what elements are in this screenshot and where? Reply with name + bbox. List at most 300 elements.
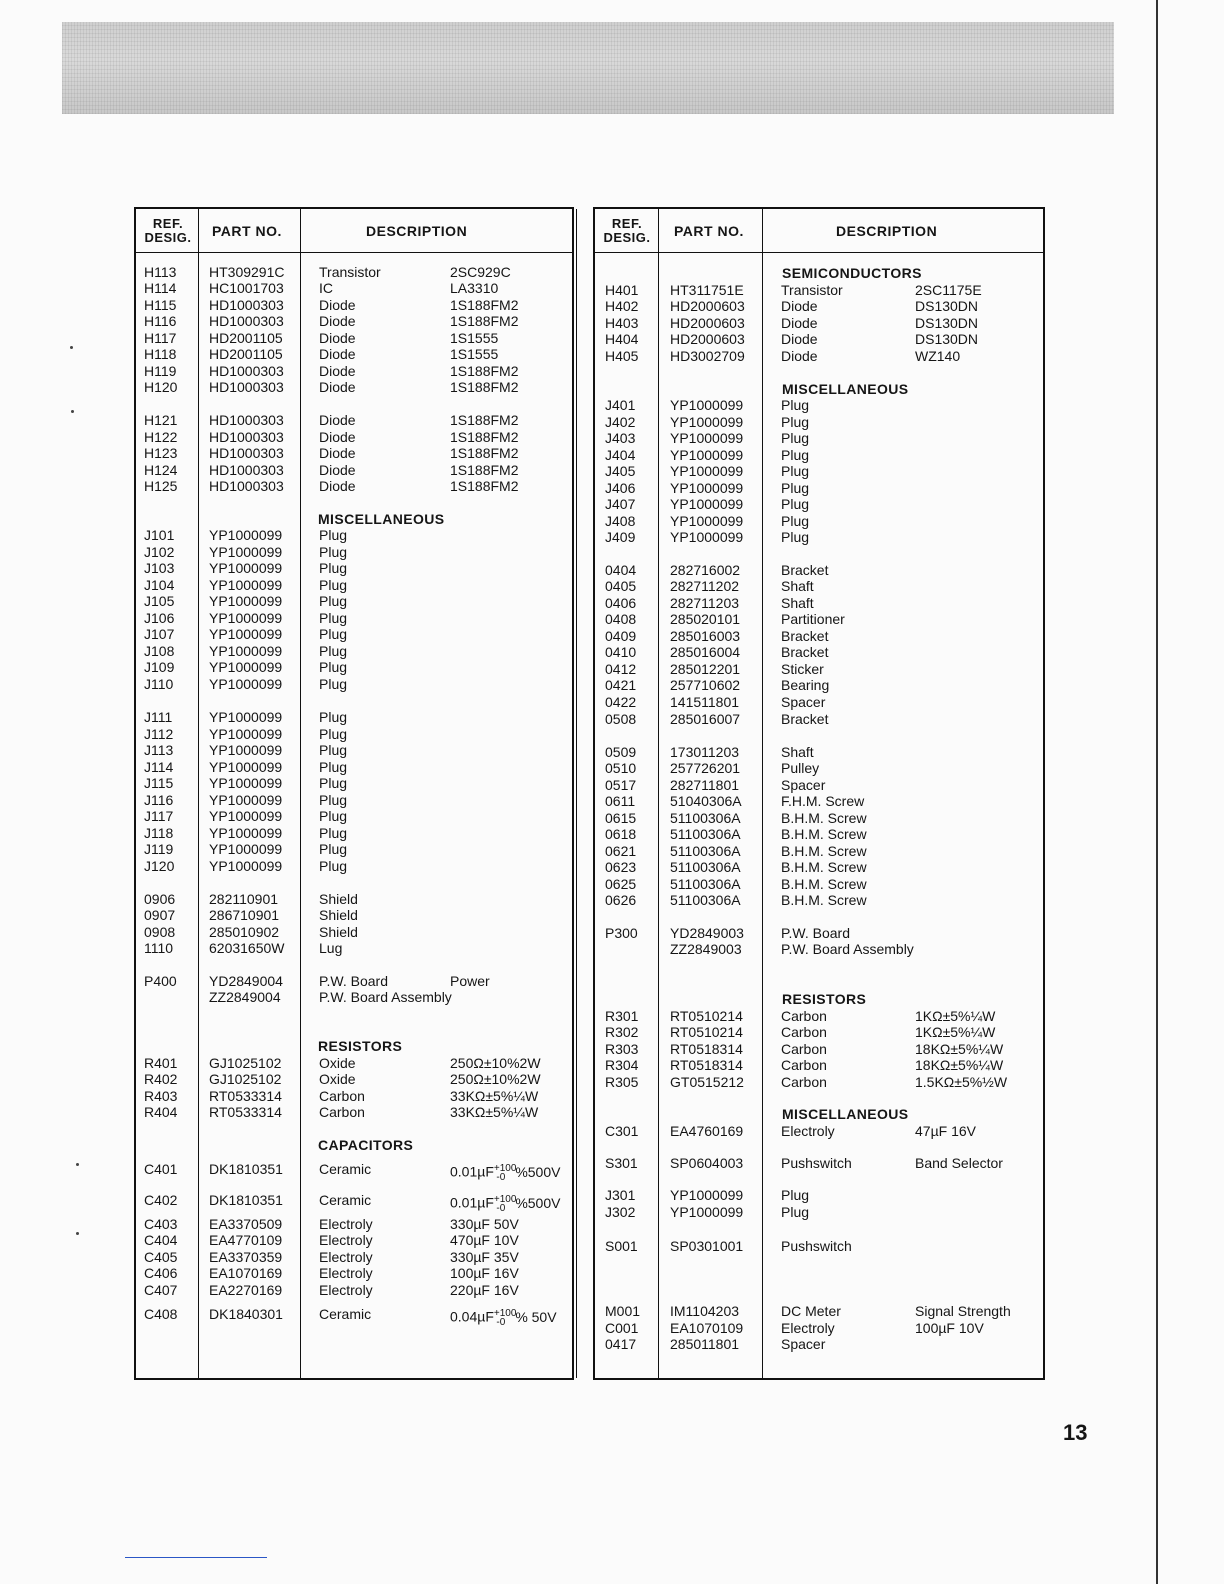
description-cell: Carbon [781,1041,827,1057]
spec-cell [450,429,518,445]
part-no-cell: 257726201 [670,760,741,776]
spec-cell [450,445,518,461]
part-no-cell: EA4770109 [209,1232,283,1248]
part-no-cell: 282711202 [670,578,740,594]
table-row [595,578,1043,594]
table-row [595,562,1043,578]
spec-cell [915,1074,1007,1090]
part-no-cell: GJ1025102 [209,1071,282,1087]
ref-desig-cell: 0626 [605,892,637,908]
spec-value: 1S188FM2 [450,445,519,461]
header-part-no: PART NO. [674,222,744,239]
margin-dot [70,346,73,349]
part-no-cell: YP1000099 [670,463,744,479]
tolerance-minus: -0 [496,1317,506,1329]
part-no-cell: 282711203 [670,595,740,611]
part-no-cell: 51040306A [670,793,742,809]
ref-desig-cell: C405 [144,1249,178,1265]
description-cell: Partitioner [781,611,845,627]
part-no-cell: RT0518314 [670,1057,743,1073]
ref-desig-cell: S301 [605,1155,638,1171]
spec-value: 330µF 50V [450,1216,519,1232]
ref-desig-cell: R401 [144,1055,178,1071]
ref-desig-cell: 0907 [144,907,176,923]
table-row [595,843,1043,859]
table-row [136,593,572,609]
ref-desig-cell: J405 [605,463,636,479]
description-cell: Shaft [781,595,814,611]
spec-cell [450,1249,519,1265]
table-row [595,694,1043,710]
ref-desig-cell: H113 [144,264,177,280]
section-heading [136,1137,572,1153]
spec-value: 0.01µF [450,1163,494,1180]
ref-desig-cell: J408 [605,513,636,529]
table-row [136,676,572,692]
tolerance-minus: -0 [496,1203,506,1215]
description-cell: Plug [781,397,810,413]
spec-cell [450,363,518,379]
spec-value: 1S188FM2 [450,462,519,478]
description-cell: Electroly [781,1123,835,1139]
spec-cell [915,1320,984,1336]
section-heading-label: RESISTORS [782,991,867,1007]
ref-desig-cell: J117 [144,808,174,824]
table-row [595,611,1043,627]
ref-desig-cell: R301 [605,1008,639,1024]
part-no-cell: 51100306A [670,892,741,908]
ref-desig-cell: 0406 [605,595,637,611]
part-no-cell: IM1104203 [670,1303,740,1319]
spec-value: 2SC1175E [915,282,982,298]
table-row [595,1024,1043,1040]
description-cell: Carbon [781,1024,827,1040]
description-cell: Plug [319,659,348,675]
description-cell: Plug [319,577,348,593]
description-cell: Carbon [319,1088,365,1104]
part-no-cell: YP1000099 [209,610,283,626]
table-row [136,759,572,775]
table-row [136,1265,572,1281]
part-no-cell: 257710602 [670,677,741,693]
table-row [136,412,572,428]
part-no-cell: HC1001703 [209,280,284,296]
spec-cell [450,1306,557,1331]
ref-desig-cell: H404 [605,331,639,347]
spec-value: 18KΩ±5%¼W [915,1041,1004,1057]
ref-desig-cell: 0615 [605,810,637,826]
part-no-cell: HD1000303 [209,429,284,445]
description-cell: Diode [319,297,356,313]
table-row [595,744,1043,760]
part-no-cell: 51100306A [670,810,741,826]
part-no-cell: 282110901 [209,891,279,907]
description-cell: Shield [319,891,358,907]
section-heading-label: MISCELLANEOUS [782,381,909,397]
ref-desig-cell: M001 [605,1303,641,1319]
header-ref-desig: REF. DESIG. [603,215,651,245]
table-row [595,529,1043,545]
ref-desig-cell: 0422 [605,694,637,710]
ref-desig-cell: H401 [605,282,639,298]
table-row [136,462,572,478]
ref-desig-cell: H115 [144,297,177,313]
ref-desig-cell: 0405 [605,578,637,594]
description-cell: Plug [781,447,810,463]
ref-desig-cell: C301 [605,1123,639,1139]
part-no-cell: HD2000603 [670,298,745,314]
table-row [595,1238,1043,1254]
section-heading [136,1038,572,1054]
part-no-cell: 141511801 [670,694,740,710]
part-no-cell: 286710901 [209,907,280,923]
table-row [136,1055,572,1071]
part-no-cell: YD2849004 [209,973,283,989]
spec-cell [450,462,518,478]
ref-desig-cell: 0508 [605,711,637,727]
part-no-cell: YP1000099 [209,775,283,791]
part-no-cell: 51100306A [670,859,741,875]
table-row [595,595,1043,611]
spec-cell [450,973,490,989]
table-row [136,1306,572,1329]
part-no-cell: YP1000099 [209,626,283,642]
ref-desig-cell: H122 [144,429,178,445]
table-row [136,742,572,758]
table-row [136,841,572,857]
part-no-cell: YP1000099 [209,841,283,857]
spec-value: 1KΩ±5%¼W [915,1008,996,1024]
table-row [595,925,1043,941]
ref-desig-cell: J120 [144,858,175,874]
description-cell: Spacer [781,777,826,793]
spec-cell [450,330,498,346]
description-cell: Pushswitch [781,1238,852,1254]
description-cell: Bracket [781,628,829,644]
parts-table-right [593,207,1045,1380]
spec-value: 0.04µF [450,1308,494,1325]
ref-desig-cell: J301 [605,1187,636,1203]
part-no-cell: YP1000099 [209,759,283,775]
ref-desig-cell: R402 [144,1071,178,1087]
ref-desig-cell: J403 [605,430,636,446]
description-cell: Transistor [319,264,381,280]
spec-value: 250Ω±10%2W [450,1071,541,1087]
spec-value: 18KΩ±5%¼W [915,1057,1004,1073]
part-no-cell: YP1000099 [670,513,744,529]
description-cell: Diode [319,313,356,329]
ref-desig-cell: 0625 [605,876,637,892]
ref-desig-cell: 0417 [605,1336,637,1352]
ref-desig-cell: J108 [144,643,175,659]
table-row [595,941,1043,957]
spec-cell [450,1192,560,1217]
ref-desig-cell: P400 [144,973,177,989]
description-cell: B.H.M. Screw [781,843,867,859]
description-cell: Plug [319,841,348,857]
table-row [595,1155,1043,1171]
header-description: DESCRIPTION [836,222,938,239]
ref-desig-cell: J401 [605,397,636,413]
section-heading [595,991,1043,1007]
spec-value: LA3310 [450,280,499,296]
description-cell: Plug [319,808,348,824]
table-row [595,496,1043,512]
ref-desig-cell: R305 [605,1074,639,1090]
table-row [136,478,572,494]
table-row [136,527,572,543]
spec-cell [450,1104,538,1120]
ref-desig-cell: J404 [605,447,636,463]
description-cell: Plug [319,775,348,791]
ref-desig-cell: P300 [605,925,638,941]
ref-desig-cell: J101 [144,527,175,543]
part-no-cell: 62031650W [209,940,285,956]
table-row [595,711,1043,727]
part-no-cell: DK1810351 [209,1161,283,1177]
part-no-cell: HD2000603 [670,331,745,347]
ref-desig-cell: J111 [144,709,173,725]
ref-desig-cell: 0623 [605,859,637,875]
table-row [136,346,572,362]
spec-value: DS130DN [915,315,979,331]
spec-value: 1.5KΩ±5%½W [915,1074,1008,1090]
table-row [136,363,572,379]
parts-table-left [134,207,574,1380]
part-no-cell: HD1000303 [209,379,284,395]
part-no-cell: SP0604003 [670,1155,744,1171]
spec-value: 1S188FM2 [450,363,519,379]
part-no-cell: 173011203 [670,744,740,760]
header-description: DESCRIPTION [366,222,468,239]
part-no-cell: EA1070169 [209,1265,283,1281]
spec-cell [450,1216,519,1232]
spec-cell [915,1155,1003,1171]
part-no-cell: YP1000099 [670,496,744,512]
description-cell: B.H.M. Screw [781,859,867,875]
spec-value: Signal Strength [915,1303,1011,1319]
spec-value: 33KΩ±5%¼W [450,1088,539,1104]
description-cell: Diode [319,445,356,461]
spec-value: DS130DN [915,331,979,347]
spec-value: 470µF 10V [450,1232,519,1248]
table-row [136,297,572,313]
spec-cell [450,379,518,395]
section-heading [136,511,572,527]
table-row [136,1216,572,1232]
table-row [136,907,572,923]
spec-cell [450,280,498,296]
description-cell: Diode [319,346,356,362]
description-cell: Carbon [781,1057,827,1073]
spec-value: 1S188FM2 [450,379,519,395]
part-no-cell: YP1000099 [209,858,283,874]
table-row [595,628,1043,644]
description-cell: Plug [781,513,810,529]
spec-cell [915,331,978,347]
table-row [595,348,1043,364]
ref-desig-cell: H121 [144,412,178,428]
ref-desig-cell: J302 [605,1204,636,1220]
table-row [595,331,1043,347]
part-no-cell: 285011801 [670,1336,740,1352]
ref-desig-cell: J409 [605,529,636,545]
description-cell: Plug [319,527,348,543]
spec-value: 47µF 16V [915,1123,976,1139]
part-no-cell: 282711801 [670,777,740,793]
description-cell: Plug [319,544,348,560]
part-no-cell: HD1000303 [209,462,284,478]
part-no-cell: 285016007 [670,711,741,727]
part-no-cell: RT0518314 [670,1041,743,1057]
ref-desig-cell: C001 [605,1320,639,1336]
table-row [595,859,1043,875]
spec-value: 1S188FM2 [450,478,519,494]
table-row [136,626,572,642]
table-row [595,414,1043,430]
spec-cell [450,1071,541,1087]
description-cell: Bearing [781,677,830,693]
ref-desig-cell: C402 [144,1192,178,1208]
spec-value: Band Selector [915,1155,1003,1171]
spec-value: 220µF 16V [450,1282,519,1298]
table-row [136,1249,572,1265]
table-row [136,544,572,560]
bottom-link-underline [125,1557,267,1558]
part-no-cell: YP1000099 [209,742,283,758]
table-row [595,661,1043,677]
table-row [136,1161,572,1184]
description-cell: Diode [319,330,356,346]
table-row [136,775,572,791]
section-heading [595,381,1043,397]
table-row [595,892,1043,908]
table-row [595,480,1043,496]
table-row [136,264,572,280]
ref-desig-cell: C403 [144,1216,178,1232]
table-row [595,447,1043,463]
page-header-band [62,22,1114,114]
description-cell: Ceramic [319,1161,372,1177]
description-cell: Plug [781,480,810,496]
ref-desig-cell: J112 [144,726,174,742]
table-row [595,298,1043,314]
description-cell: Diode [319,412,356,428]
part-no-cell: YP1000099 [209,808,283,824]
spec-value: 1S188FM2 [450,313,519,329]
section-heading [595,1106,1043,1122]
ref-desig-cell: J116 [144,792,174,808]
ref-desig-cell: J115 [144,775,174,791]
spec-cell [915,1303,1011,1319]
part-no-cell: HD2001105 [209,346,283,362]
part-no-cell: YP1000099 [209,709,283,725]
description-cell: Spacer [781,1336,826,1352]
part-no-cell: YP1000099 [670,414,744,430]
part-no-cell: YD2849003 [670,925,744,941]
description-cell: Plug [781,1204,810,1220]
ref-desig-cell: H123 [144,445,178,461]
ref-desig-cell: R302 [605,1024,639,1040]
spec-value: DS130DN [915,298,979,314]
description-cell: Plug [319,825,348,841]
spec-value: 1S1555 [450,346,499,362]
description-cell: Plug [319,709,348,725]
part-no-cell: YP1000099 [209,825,283,841]
ref-desig-cell: 0404 [605,562,637,578]
ref-desig-cell: H114 [144,280,177,296]
description-cell: Plug [319,726,348,742]
table-row [136,858,572,874]
part-no-cell: HD1000303 [209,297,284,313]
spec-value: 33KΩ±5%¼W [450,1104,539,1120]
table-row [595,793,1043,809]
table-row [136,1192,572,1215]
table-row [595,1123,1043,1139]
description-cell: Shield [319,924,358,940]
rating: % 50V [515,1308,557,1325]
spec-cell [915,1041,1003,1057]
ref-desig-cell: 0906 [144,891,176,907]
description-cell: Plug [319,858,348,874]
description-cell: P.W. Board Assembly [319,989,452,1005]
description-cell: Diode [319,478,356,494]
margin-dot [76,1232,79,1235]
table-row [136,973,572,989]
ref-desig-cell: H402 [605,298,639,314]
description-cell: Diode [319,363,356,379]
description-cell: Plug [319,676,348,692]
description-cell: Shaft [781,744,814,760]
ref-desig-cell: J407 [605,496,636,512]
ref-desig-cell: 0412 [605,661,637,677]
table-row [595,1320,1043,1336]
rating: %500V [515,1163,561,1180]
description-cell: B.H.M. Screw [781,826,867,842]
ref-desig-cell: 0421 [605,677,637,693]
description-cell: Electroly [319,1249,373,1265]
spec-cell [450,264,511,280]
table-row [136,891,572,907]
table-row [136,659,572,675]
section-heading-label: RESISTORS [318,1038,403,1054]
part-no-cell: 285016004 [670,644,741,660]
ref-desig-cell: 0509 [605,744,637,760]
part-no-cell: YP1000099 [209,593,283,609]
table-row [136,1088,572,1104]
ref-desig-cell: C407 [144,1282,178,1298]
part-no-cell: YP1000099 [670,430,744,446]
spec-cell [450,313,518,329]
table-row [595,1074,1043,1090]
spec-value: 330µF 35V [450,1249,519,1265]
description-cell: Diode [781,331,818,347]
spec-cell [450,1282,519,1298]
ref-desig-cell: J107 [144,626,175,642]
ref-desig-cell: H405 [605,348,639,364]
description-cell: Carbon [319,1104,365,1120]
part-no-cell: 285020101 [670,611,741,627]
ref-desig-cell: J110 [144,676,174,692]
table-row [595,315,1043,331]
ref-desig-cell: J118 [144,825,174,841]
part-no-cell: YP1000099 [670,397,744,413]
part-no-cell: YP1000099 [209,726,283,742]
part-no-cell: EA2270169 [209,1282,283,1298]
part-no-cell: HD1000303 [209,478,284,494]
description-cell: Pulley [781,760,820,776]
table-row [136,808,572,824]
